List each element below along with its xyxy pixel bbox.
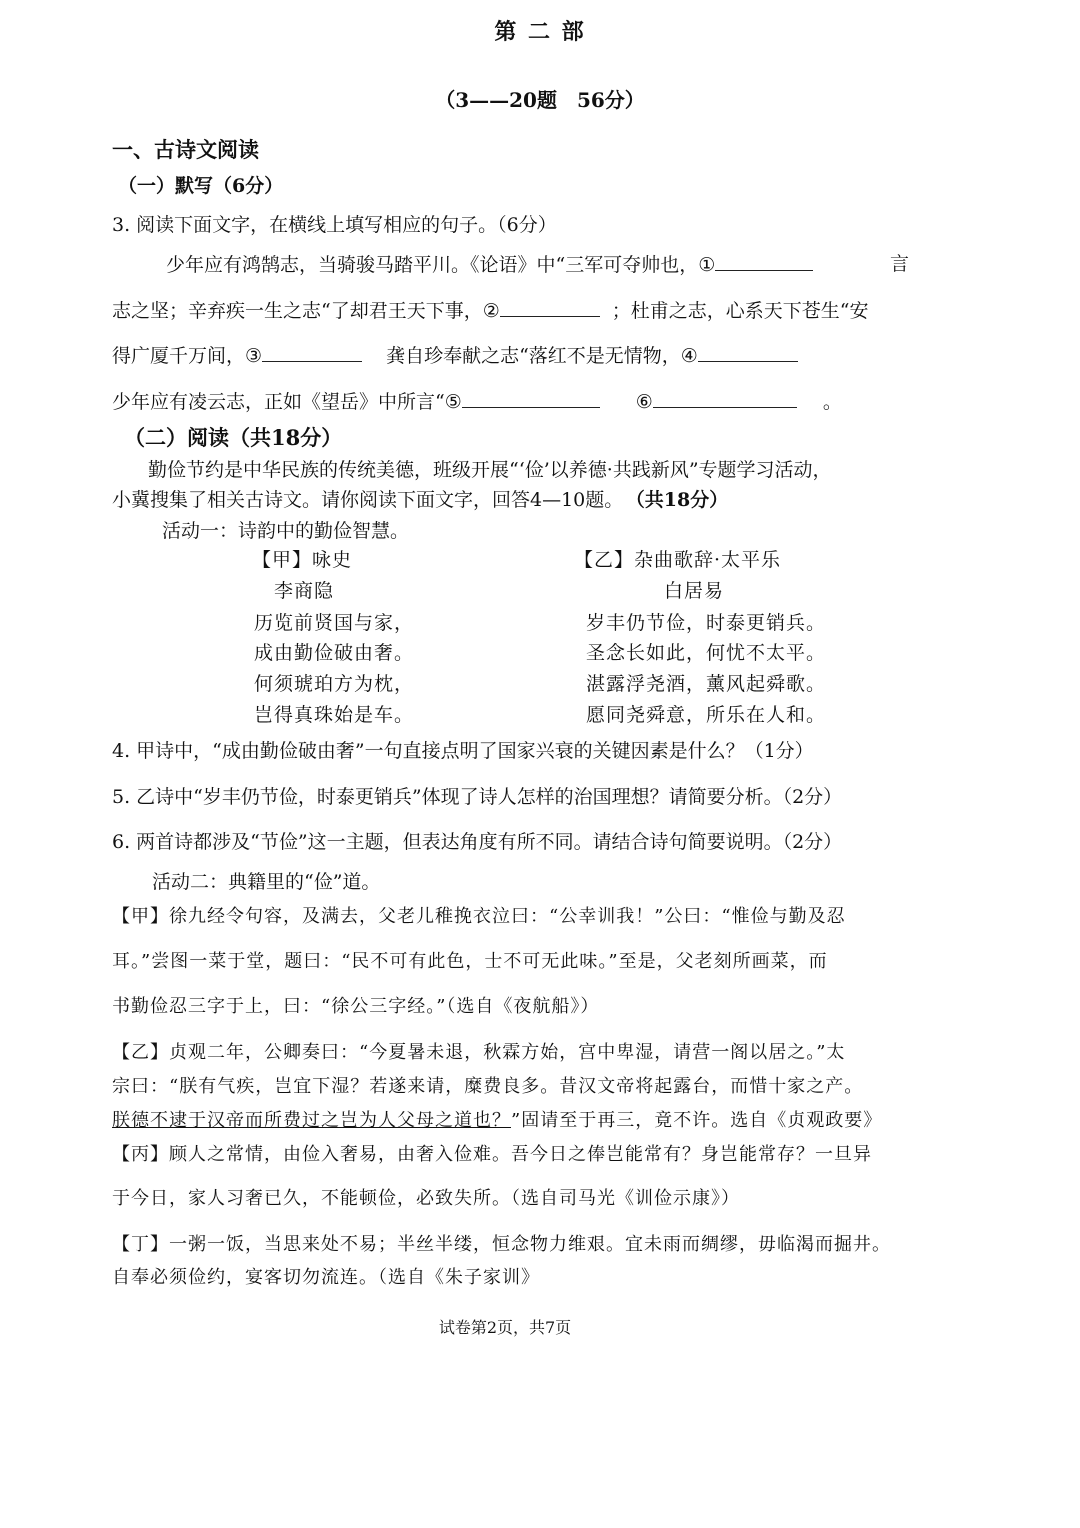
poem-a-line: 何须琥珀方为枕， (254, 673, 415, 695)
blank-marker-6: ⑥ (635, 391, 653, 413)
classical-text-jia-line: 书勤俭忍三字于上，曰：“徐公三字经。”（选自《夜航船》） (112, 996, 600, 1017)
classical-text-jia-line: 【甲】徐九经令句容，及满去，父老儿稚挽衣泣曰：“公幸训我！”公曰：“惟俭与勤及忍 (112, 906, 846, 927)
reading-intro-line-2 (112, 488, 728, 512)
blank-marker-5: ⑤ (444, 391, 462, 413)
answer-blank-5[interactable] (462, 389, 600, 408)
answer-blank-6[interactable] (653, 389, 797, 408)
answer-blank-3[interactable] (262, 343, 362, 362)
activity-2-title: 活动二：典籍里的“俭”道。 (152, 871, 381, 893)
poem-b-line: 圣念长如此，何忧不太平。 (586, 642, 827, 664)
section-heading: 一、古诗文阅读 (112, 137, 259, 162)
poem-a-author: 李商隐 (274, 580, 335, 602)
part-title: 第 二 部 (494, 19, 586, 45)
poem-a-line: 成由勤俭破由奢。 (254, 642, 415, 664)
blank-marker-1: ① (698, 254, 716, 276)
reading-intro-score: （共18分） (635, 489, 729, 511)
classical-text-yi-line: 宗曰：“朕有气疾，岂宜下湿？若遂来请，糜费良多。昔汉文帝将起露台，而惜十家之产。 (112, 1076, 864, 1097)
question-6: 6. 两首诗都涉及“节俭”这一主题，但表达角度有所不同。请结合诗句简要说明。（2分） (112, 831, 843, 853)
activity-1-title: 活动一：诗韵中的勤俭智慧。 (162, 520, 410, 542)
classical-text-ding-line: 自奉必须俭约，宴客切勿流连。（选自《朱子家训》 (112, 1267, 540, 1288)
q3-line-1-end: 言 (890, 253, 910, 275)
answer-blank-1[interactable] (715, 252, 813, 271)
classical-text-bing-line: 【丙】顾人之常情，由俭入奢易，由奢入俭难。吾今日之俸岂能常有？身岂能常存？一旦异 (112, 1144, 872, 1165)
underlined-sentence: 朕德不逮于汉帝而所费过之岂为人父母之道也？ (112, 1110, 511, 1131)
classical-text-yi-line: 【乙】贞观二年，公卿奏曰：“今夏暑未退，秋霖方始，宫中卑湿，请营一阁以居之。”太 (112, 1042, 846, 1063)
classical-text-yi-rest: ”固请至于再三，竟不许。选自《贞观政要》 (511, 1110, 883, 1131)
poem-b-line: 岁丰仍节俭，时泰更销兵。 (586, 612, 827, 634)
page-footer: 试卷第2页，共7页 (438, 1318, 572, 1337)
q3-line-3-rest: 龚自珍奉献之志“落红不是无情物， (386, 345, 681, 367)
subsection-heading-reading: （二）阅读（共18分） (124, 425, 343, 450)
poem-b-line: 愿同尧舜意，所乐在人和。 (586, 704, 827, 726)
q3-line-4-text: 少年应有凌云志，正如《望岳》中所言“ (112, 391, 445, 413)
reading-intro-line-1: 勤俭节约是中华民族的传统美德，班级开展“‘俭’以养德·共践新风”专题学习活动， (148, 459, 832, 481)
q3-line-2-rest: ；杜甫之志，心系天下苍生“安 (611, 300, 869, 322)
poem-a-title: 【甲】咏史 (252, 549, 353, 571)
question-5: 5. 乙诗中“岁丰仍节俭，时泰更销兵”体现了诗人怎样的治国理想？请简要分析。（2分） (112, 786, 843, 808)
q3-line-2-text: 志之坚；辛弃疾一生之志“了却君王天下事， (112, 300, 483, 322)
classical-text-jia-line: 耳。”尝图一菜于堂，题曰：“民不可有此色，士不可无此味。”至是，父老刻所画菜，而 (112, 951, 828, 972)
q3-line-4 (112, 389, 842, 414)
score-range: （3——20题 56分） (435, 88, 645, 112)
q3-line-2 (112, 298, 868, 323)
poem-b-title: 【乙】杂曲歌辞·太平乐 (574, 549, 782, 571)
blank-marker-2: ② (482, 300, 500, 322)
answer-blank-2[interactable] (500, 298, 600, 317)
q3-line-3 (112, 343, 798, 368)
reading-intro-line-2-text: 小冀搜集了相关古诗文。请你阅读下面文字，回答4—10题。 (112, 489, 624, 511)
question-3-prompt: 3. 阅读下面文字，在横线上填写相应的句子。（6分） (112, 214, 557, 236)
q3-line-3-text: 得广厦千万间， (112, 345, 246, 367)
question-4: 4. 甲诗中，“成由勤俭破由奢”一句直接点明了国家兴衰的关键因素是什么？（1分） (112, 740, 814, 762)
classical-text-yi-line (112, 1109, 882, 1133)
classical-text-bing-line: 于今日，家人习奢已久，不能顿俭，必致失所。（选自司马光《训俭示康》） (112, 1188, 740, 1209)
poem-b-author: 白居易 (664, 580, 725, 602)
blank-marker-3: ③ (245, 345, 263, 367)
poem-a-line: 历览前贤国与家， (254, 612, 415, 634)
poem-b-line: 湛露浮尧酒，薰风起舜歌。 (586, 673, 827, 695)
q3-line-4-end: 。 (822, 391, 842, 413)
subsection-heading-dictation: （一）默写（6分） (118, 175, 284, 197)
q3-line-1 (166, 252, 813, 277)
answer-blank-4[interactable] (698, 343, 798, 362)
poem-a-line: 岂得真珠始是车。 (254, 704, 415, 726)
classical-text-ding-line: 【丁】一粥一饭，当思来处不易；半丝半缕，恒念物力维艰。宜未雨而绸缪，毋临渴而掘井。 (112, 1234, 891, 1255)
q3-line-1-text: 少年应有鸿鹄志，当骑骏马踏平川。《论语》中“三军可夺帅也， (166, 254, 699, 276)
blank-marker-4: ④ (680, 345, 698, 367)
